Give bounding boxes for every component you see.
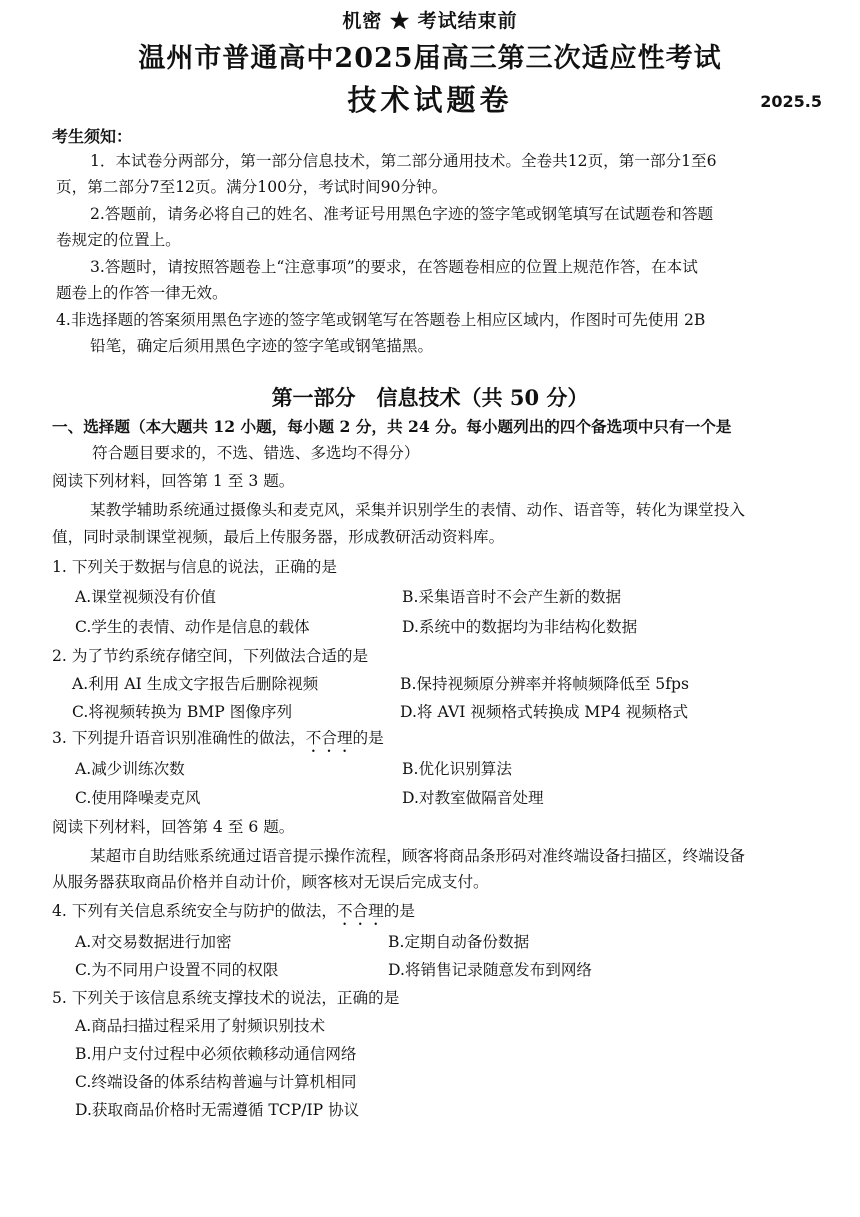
notice-item-4-line-2: 铅笔，确定后须用黑色字迹的签字笔或钢笔描黑。	[90, 337, 434, 355]
section-heading-line-2: 符合题目要求的，不选、错选、多选均不得分）	[92, 444, 420, 462]
question-3-option-c: C.使用降噪麦克风	[75, 789, 201, 807]
question-3-option-d: D.对教室做隔音处理	[402, 789, 544, 807]
question-5-option-d: D.获取商品价格时无需遵循 TCP/IP 协议	[75, 1101, 360, 1119]
question-4-stem-prefix: 4. 下列有关信息系统安全与防护的做法，	[52, 902, 337, 920]
question-5-option-b: B.用户支付过程中必须依赖移动通信网络	[75, 1045, 357, 1063]
question-2-stem: 2. 为了节约系统存储空间，下列做法合适的是	[52, 647, 369, 665]
question-1-stem: 1. 下列关于数据与信息的说法，正确的是	[52, 558, 337, 576]
notice-item-3-line-1: 3.答题时，请按照答题卷上“注意事项”的要求，在答题卷相应的位置上规范作答，在本试	[90, 258, 698, 276]
question-5-stem: 5. 下列关于该信息系统支撑技术的说法，正确的是	[52, 989, 400, 1007]
material-2-line-1: 某超市自助结账系统通过语音提示操作流程，顾客将商品条形码对准终端设备扫描区，终端设备	[90, 847, 745, 865]
question-1-option-c: C.学生的表情、动作是信息的载体	[75, 618, 310, 636]
notice-heading: 考生须知：	[52, 127, 133, 146]
notice-item-3-line-2: 题卷上的作答一律无效。	[56, 284, 228, 302]
question-2-option-b: B.保持视频原分辨率并将帧频降低至 5fps	[400, 675, 689, 693]
question-3-stem	[52, 725, 384, 756]
exam-title: 温州市普通高中2025届高三第三次适应性考试	[138, 43, 722, 74]
reading-instruction-2: 阅读下列材料，回答第 4 至 6 题。	[52, 818, 295, 836]
question-2-option-c: C.将视频转换为 BMP 图像序列	[72, 703, 293, 721]
question-1-option-b: B.采集语音时不会产生新的数据	[402, 588, 622, 606]
question-3-option-b: B.优化识别算法	[402, 760, 512, 778]
section-heading-line-1: 一、选择题（本大题共 12 小题，每小题 2 分，共 24 分。每小题列出的四个备选项中只有一个是	[52, 417, 732, 436]
question-5-option-c: C.终端设备的体系结构普遍与计算机相同	[75, 1073, 357, 1091]
notice-item-2-line-2: 卷规定的位置上。	[56, 231, 181, 249]
question-4-option-d: D.将销售记录随意发布到网络	[388, 961, 593, 979]
question-3-option-a: A.减少训练次数	[75, 760, 185, 778]
confidential-label: 机密 ★ 考试结束前	[342, 10, 518, 32]
question-4-option-b: B.定期自动备份数据	[388, 933, 530, 951]
material-1-line-2: 值，同时录制课堂视频，最后上传服务器，形成教研活动资料库。	[52, 528, 505, 546]
notice-item-1-line-1: 1．本试卷分两部分，第一部分信息技术，第二部分通用技术。全卷共12页，第一部分1至6	[90, 152, 717, 170]
exam-date: 2025.5	[760, 92, 822, 111]
question-2-option-d: D.将 AVI 视频格式转换成 MP4 视频格式	[400, 703, 689, 721]
question-1-option-a: A.课堂视频没有价值	[75, 588, 216, 606]
question-1-option-d: D.系统中的数据均为非结构化数据	[402, 618, 638, 636]
notice-item-4-line-1: 4.非选择题的答案须用黑色字迹的签字笔或钢笔写在答题卷上相应区域内，作图时可先使用 2B	[56, 311, 706, 329]
exam-subtitle: 技术试题卷	[347, 83, 513, 117]
question-5-option-a: A.商品扫描过程采用了射频识别技术	[75, 1017, 326, 1035]
material-1-line-1: 某教学辅助系统通过摄像头和麦克风，采集并识别学生的表情、动作、语音等，转化为课堂投入	[90, 501, 745, 519]
question-4-emphasis: 不合理	[336, 902, 384, 920]
question-2-option-a: A.利用 AI 生成文字报告后删除视频	[72, 675, 319, 693]
question-4-stem-suffix: 的是	[383, 902, 415, 920]
reading-instruction-1: 阅读下列材料，回答第 1 至 3 题。	[52, 472, 295, 490]
notice-item-1-line-2: 页，第二部分7至12页。满分100分，考试时间90分钟。	[56, 178, 448, 196]
part-one-title: 第一部分 信息技术（共 50 分）	[271, 385, 589, 410]
question-4-option-a: A.对交易数据进行加密	[75, 933, 232, 951]
question-4-option-c: C.为不同用户设置不同的权限	[75, 961, 279, 979]
question-4-stem	[52, 898, 415, 929]
question-3-stem-prefix: 3. 下列提升语音识别准确性的做法，	[52, 729, 306, 747]
question-3-stem-suffix: 的是	[352, 729, 384, 747]
question-3-emphasis: 不合理	[305, 729, 353, 747]
material-2-line-2: 从服务器获取商品价格并自动计价，顾客核对无误后完成支付。	[52, 873, 489, 891]
notice-item-2-line-1: 2.答题前，请务必将自己的姓名、准考证号用黑色字迹的签字笔或钢笔填写在试题卷和答题	[90, 205, 714, 223]
